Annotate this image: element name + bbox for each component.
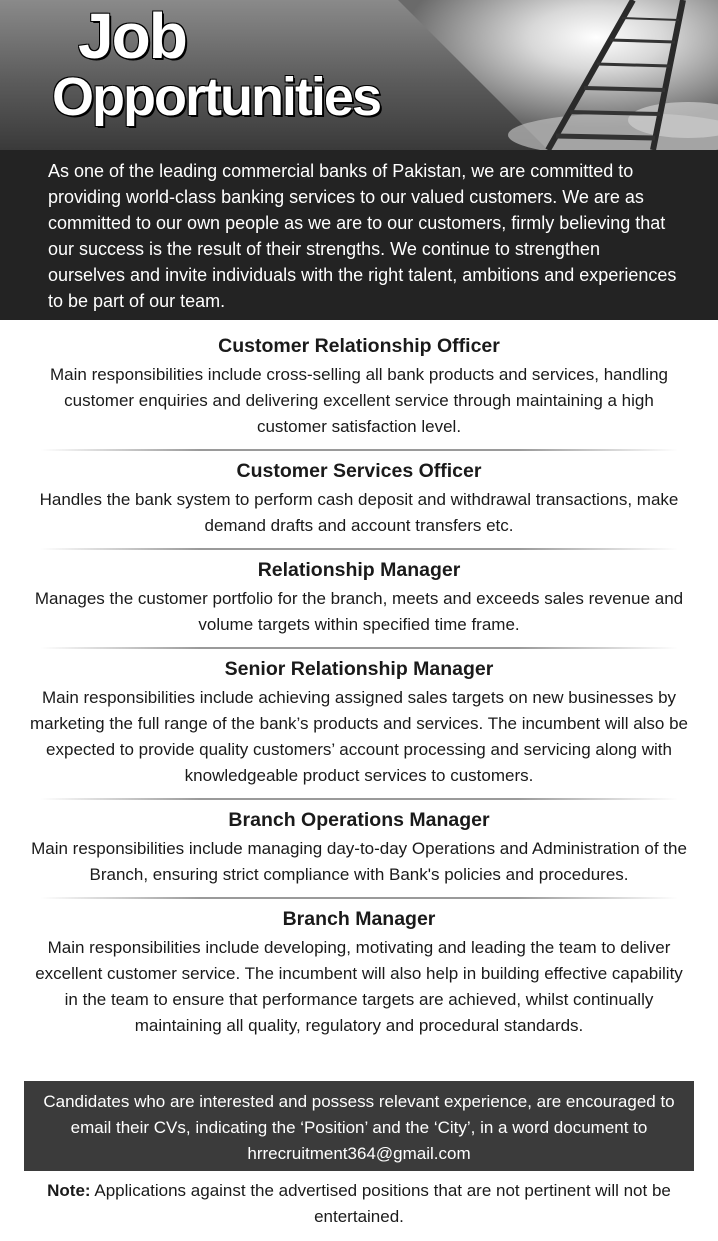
divider: [40, 897, 678, 899]
note-text: Applications against the advertised positions that are not pertinent will not be entertained.: [94, 1181, 671, 1226]
title-line-1: Job: [78, 0, 186, 72]
job-item: [0, 330, 718, 440]
job-item: [0, 653, 718, 789]
divider: [40, 647, 678, 649]
job-title: Branch Operations Manager: [228, 809, 490, 831]
job-title: Senior Relationship Manager: [224, 658, 494, 680]
note-label: Note:: [47, 1181, 91, 1200]
contact-box: [24, 1081, 694, 1171]
contact-text: Candidates who are interested and possess relevant experience, are encouraged to email their CVs, indicating the ‘Position’ and the ‘City’, in a word document to: [43, 1092, 675, 1137]
note: [0, 1178, 718, 1230]
title-line-2: Opportunities: [52, 67, 380, 127]
job-title: Relationship Manager: [257, 559, 461, 581]
job-description: Main responsibilities include achieving assigned sales targets on new businesses by marketing the full range of the bank’s products and services. The incumbent will also be expected to provide quality customers’ account processing and servicing along with knowledgeable product services to customers.: [30, 688, 689, 785]
job-item: [0, 455, 718, 539]
job-description: Manages the customer portfolio for the branch, meets and exceeds sales revenue and volume targets within specified time frame.: [34, 589, 684, 634]
job-description: Handles the bank system to perform cash deposit and withdrawal transactions, make demand drafts and account transfers etc.: [39, 490, 679, 535]
contact-email[interactable]: hrrecruitment364@gmail.com: [247, 1144, 471, 1163]
job-item: [0, 903, 718, 1039]
job-description: Main responsibilities include cross-selling all bank products and services, handling customer enquiries and delivering excellent service through maintaining a high customer satisfaction level.: [50, 365, 668, 436]
job-description: Main responsibilities include developing, motivating and leading the team to deliver excellent customer service. The incumbent will also help in building effective capability in the team to ensure that performance targets are achieved, whilst continually maintaining all quality, regulatory and procedural standards.: [35, 938, 683, 1035]
job-title: Customer Services Officer: [236, 460, 482, 482]
job-item: [0, 804, 718, 888]
header-banner: [0, 0, 718, 150]
ladder-sky-image: [398, 0, 718, 150]
job-list: [0, 330, 718, 1039]
job-description: Main responsibilities include managing day-to-day Operations and Administration of the Branch, ensuring strict compliance with Bank's policies and procedures.: [31, 839, 687, 884]
job-item: [0, 554, 718, 638]
job-title: Branch Manager: [282, 908, 436, 930]
intro-section: [0, 150, 718, 320]
divider: [40, 449, 678, 451]
intro-text: As one of the leading commercial banks of Pakistan, we are committed to providing world-class banking services to our valued customers. We are as committed to our own people as we are to our customers, firmly believing that our success is the result of their strengths. We continue to strengthen ourselves and invite individuals with the right talent, ambitions and experiences to be part of our team.: [48, 161, 677, 311]
job-title: Customer Relationship Officer: [218, 335, 500, 357]
divider: [40, 548, 678, 550]
divider: [40, 798, 678, 800]
